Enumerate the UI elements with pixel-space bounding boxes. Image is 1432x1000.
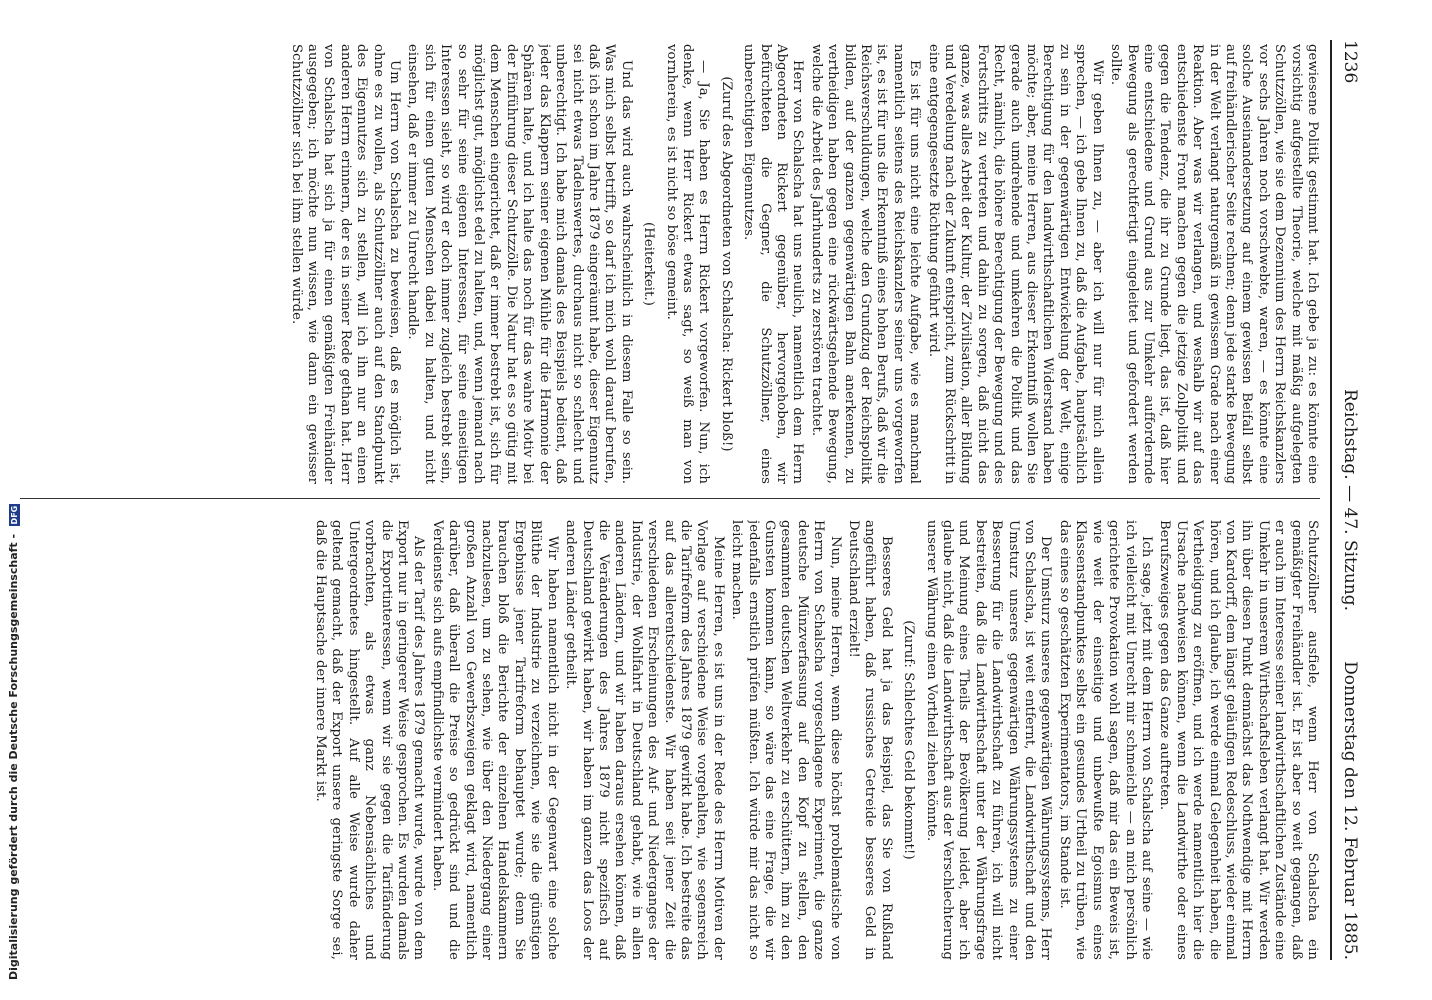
interjection: (Zuruf: Schlechtes Geld bekommt!) — [901, 620, 917, 860]
page-header — [1336, 40, 1364, 960]
paragraph: Herr von Schalscha hat uns neulich, namentlich dem Herrn Abgeordneten Rickert gegenüber, hervorgehoben, wir befürchteten die Gegner, die Schutzzöllner, eines unberechtigten Eigennutzes. — [741, 44, 806, 484]
left-column — [20, 44, 1320, 484]
page-number: 1236 — [1340, 40, 1360, 84]
paragraph: Und das wird auch wahrscheinlich in diesem Falle so sein. Was mich selbst betrifft, so darf ich mich wohl darauf berufen, daß ich schon im Jahre 1879 eingeräumt habe, dieser Eigennutz sei nicht etwas Tadelnswertes, durchaus nicht so schlecht und unberechtigt. Ich habe mich damals des Beispiels bedient, daß jeder das Klappern seiner eigenen Mühle für die Harmonie der Sphären halte, und ich halte das noch für das wahre Motiv bei der Einführung dieser Schutzzölle. Die Natur hat es so gütig mit dem Menschen eingerichtet, daß er immer bestrebt ist, sich für möglichst gut, möglichst edel zu halten, und, wenn jemand nach so sehr für seine eigenen Interessen, für seine einseitigen Interessen sieht, so wird er doch immer zugleich bestrebt sein, sich für einen guten Menschen dabei zu halten, und nicht einsehen, daß er immer zu Unrecht handle. — [405, 44, 634, 484]
paragraph: Als der Tarif des Jahres 1879 gemacht wurde, wurde von dem Export nur in geringerer Weise gesprochen. Es wurden damals die Exportinteressen, wenn wir sie gegen die Tarifänderung vorbrachten, als etwas ganz Nebensächliches und Untergeordnetes hingestellt. Auf alle Weise wurde daher geltend gemacht, daß der Export unsere geringste Sorge sei, daß die Hauptsache der innere Markt ist. — [313, 520, 427, 960]
right-column — [20, 520, 1320, 960]
digitization-credit — [4, 0, 24, 980]
paragraph: Meine Herren, es ist uns in der Rede des Herrn Motiven der Vorlage auf verschiedene Weise vorgehalten, wie segensreich die Tarifreform des Jahres 1879 gewirkt habe. Ich bestreite das auf das allerentschiedenste. Wir haben seit jener Zeit die verschiedenen Erscheinungen des Auf- und Niederganges der Industrie, der Wohlfahrt in Deutschland gehabt, wie in allen anderen Ländern, und wir haben daraus ersehen können, daß die Veränderungen des Jahres 1879 nicht spezifisch auf Deutschland gewirkt haben, wir haben im ganzen das Loos der anderen Länder getheilt. — [563, 520, 726, 960]
credit-text: Digitalisierung gefördert durch die Deutsche Forschungsgemeinschaft - — [7, 533, 20, 980]
paragraph: Besseres Geld hat ja das Beispiel, das Sie von Rußland angeführt haben, daß russisches Getreide besseres Geld in Deutschland erzielt! — [846, 520, 894, 960]
paragraph: — Ja, Sie haben es Herrn Rickert vorgeworfen. Nun, ich denke, wenn Herr Rickert etwas sagt, so weiß man von vornherein, es ist nicht so böse gemeint. — [663, 44, 712, 484]
paragraph: Ich sage, jetzt mit dem Herrn von Schalscha auf seine — wie ich vielleicht mit Unrecht mir schmeichle — an mich persönlich gerichtete Provokation wohl sagen, daß mir das ein Beweis ist, wie weit der einseitige und unbewußte Egoismus eines Klassenstandpunktes selbst ein gesundes Urtheil zu trüben, wie das eines so geschätzten Experimentators, im Stande ist. — [1056, 520, 1154, 960]
dfg-logo-icon: DFG — [9, 505, 19, 525]
paragraph: Wir haben namentlich nicht in der Gegenwart eine solche Blüthe der Industrie zu verzeichnen, wie sie die günstigen Ergebnisse jener Tarifreform behauptet wurde; denn Sie brauchen bloß die Berichte der einzelnen Handelskammern nachzulesen, um zu sehen, wie über den Niedergang einer großen Anzahl von Gewerbszweigen geklagt wird, namentlich darüber, daß überall die Preise so gedrückt sind und die Verdienste sich aufs empfindlichste vermindert haben. — [429, 520, 560, 960]
interjection: (Zuruf des Abgeordneten von Schalscha: Rickert bloß!) — [718, 76, 734, 452]
paragraph: Der Umsturz unseres gegenwärtigen Währungssystems, Herr von Schalscha, ist weit entfernt, die Landwirthschaft und den Umsturz unseres gegenwärtigen Währungssystems zu einer Besserung für die Landwirthschaft zu führen, ich will nicht bestreiten, daß die Landwirthschaft unter der Währungsfrage und Meinung eines Theils der Bevölkerung leidet, aber ich glaube nicht, daß die Landwirthschaft aus der Verschlechterung unserer Währung einen Vortheil ziehen könnte. — [923, 520, 1054, 960]
paragraph: Nun, meine Herren, wenn diese höchst problematische von Herrn von Schalscha vorgeschlagene Experiment, die ganze deutsche Münzverfassung auf den Kopf zu stellen, den gesammten deutschen Weltverkehr zu erschüttern, ihm zu den Gunsten kommen kann, so wäre das eine Frage, die wir jedenfalls ernstlich prüfen müßten. Ich würde mir das nicht so leicht machen. — [729, 520, 843, 960]
paragraph: gewiesene Politik gestimmt hat. Ich gebe ja zu: es könnte eine vorsichtig aufgestellte Theorie, welche mit mäßig aufgelegten Schutzzöllen, wie sie dem Dezennium des Herrn Reichskanzlers vor sechs Jahren noch vorschwebte, waren, — es könnte eine solche Auseinandersetzung auf einem gewissen Beifall selbst auf freihändlerischer Seite rechnen; denn jede starke Bewegung in der Welt verlangt naturgemäß in gewissem Grade nach einer Reaktion. Aber was wir verlangen, und weshalb wir auf das entschiedenste Front machen gegen die jetzige Zollpolitik und gegen die Tendenz, die ihr zu Grunde liegt, das ist, daß hier eine entschiedene und Grund aus zur Umkehr auffordernde Bewegung als gerechtfertigt eingeleitet und gefordert werden sollte. — [1108, 44, 1320, 484]
page-date: Donnerstag den 12. Februar 1885. — [1340, 661, 1360, 960]
paragraph: Schutzzöllner ausfiele, wenn Herr von Schalscha ein gemäßigter Freihändler ist. Er ist aber so weit gegangen, daß er auch im Interesse seiner landwirthschaftlichen Zustände eine Umkehr in unserem Wirthschaftsleben verlangt hat. Wir werden ihn über diesen Punkt demnächst das Nothwendige mit Herrn von Kardorff, dem längst geläufigen Redeschluss, wieder einmal hören, und ich glaube, ich werde einmal Gelegenheit haben, die Vertheidigung zu eröffnen, und ich werde namentlich hier die Ursache nachweisen können, wenn die Landwirthe oder eines Berufszweiges gegen das Ganze auftreten. — [1157, 520, 1320, 960]
paragraph: Wir geben Ihnen zu, — aber ich will nur für mich allein sprechen, — ich gebe Ihnen zu, daß die Aufgabe, hauptsächlich zu sein in der gegenwärtigen Entwickelung der Welt, einige Berechtigung für den landwirthschaftlichen Widerstand haben möchte; aber, meine Herren, aus dieser Erkenntniß wollen Sie gerade auch umdrehende und umkehren die Politik und das Recht, nämlich, die höhere Berechtigung der Bewegung und des Fortschritts zu vertreten und dahin zu sorgen, daß nicht das ganze, was alles Arbeit der Kultur, der Zivilisation, aller Bildung und Veredelung nach der Zukunft entspricht, zum Rückschritt in eine entgegengesetzte Richtung geführt wird. — [925, 44, 1105, 484]
paragraph: Es ist für uns nicht eine leichte Aufgabe, wie es manchmal namentlich seitens des Reichskanzlers seiner uns vorgeworfen ist, es ist für uns die Erkenntniß eines hohen Berufs, daß wir die Reichsverschuldungen, welche den Grundzug der Reichspolitik bilden, auf der ganzen gegenwärtigen Bahn anerkennen, zu vertheidigen haben gegen eine rückwärtsgehende Bewegung, welche die Arbeit des Jahrhunderts zu zerstören trachtet. — [808, 44, 923, 484]
page-title: Reichstag. — 47. Sitzung. — [1340, 388, 1360, 612]
interjection: (Heiterkeit.) — [641, 221, 657, 307]
column-divider — [20, 498, 1320, 499]
paragraph: Um Herrn von Schalscha zu beweisen, daß es möglich ist, ohne es zu wollen, als Schutzzöllner auch auf den Standpunkt des Eigennutzes sich zu stellen, will ich ihn nur an einen anderen Herrn erinnern, der es in seiner Rede gethan hat. Herr von Schalscha hat sich ja für einen gemäßigten Freihändler ausgegeben; ich möchte nun wissen, wie dann ein gewisser Schutzzöllner sich bei ihm stellen würde. — [288, 44, 403, 484]
header-rule — [1330, 40, 1332, 960]
